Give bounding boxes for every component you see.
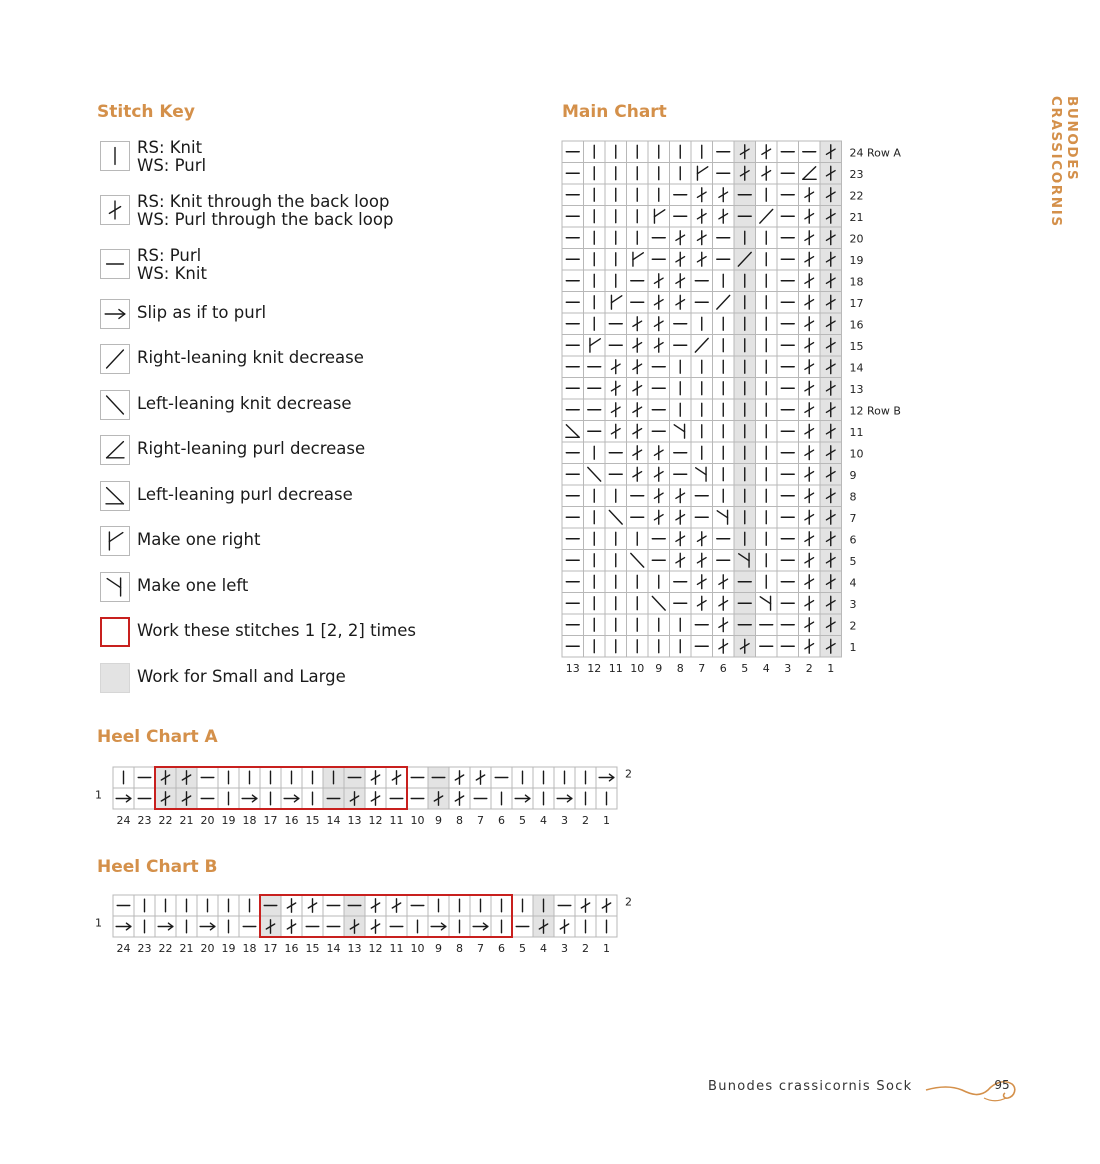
column-label: 12 (368, 814, 383, 827)
column-label: 10 (410, 814, 425, 827)
key-label: RS: Knit through the back loop (137, 192, 390, 211)
column-label: 6 (498, 814, 505, 827)
column-label: 4 (540, 814, 547, 827)
row-label: 7 (849, 511, 857, 525)
row-label: 2 (849, 619, 857, 633)
key-label: Right-leaning knit decrease (137, 348, 364, 367)
column-label: 2 (582, 814, 589, 827)
column-label: 21 (179, 814, 194, 827)
row-label: 3 (849, 597, 857, 611)
column-label: 12 (587, 662, 602, 675)
column-label: 23 (137, 814, 152, 827)
column-label: 1 (603, 814, 610, 827)
column-label: 21 (179, 942, 194, 955)
main-chart-title: Main Chart (562, 102, 667, 122)
key-label: Make one left (137, 576, 249, 595)
chart-cell (713, 507, 735, 529)
column-label: 4 (540, 942, 547, 955)
chart-cell (691, 464, 713, 486)
key-label: WS: Purl through the back loop (137, 210, 394, 229)
row-label: 9 (849, 468, 857, 482)
column-label: 19 (221, 942, 236, 955)
row-label: 19 (849, 253, 864, 267)
column-label: 17 (263, 814, 278, 827)
column-label: 10 (630, 662, 645, 675)
column-label: 9 (435, 814, 442, 827)
key-label: RS: Knit (137, 138, 203, 157)
column-label: 11 (389, 942, 404, 955)
column-label: 3 (784, 662, 792, 675)
column-label: 22 (158, 814, 173, 827)
column-label: 2 (582, 942, 589, 955)
column-label: 13 (347, 814, 362, 827)
column-label: 2 (805, 662, 813, 675)
row-label: 20 (849, 232, 864, 246)
row-label: 22 (849, 189, 864, 203)
row-label: 4 (849, 576, 857, 590)
column-label: 22 (158, 942, 173, 955)
column-label: 7 (698, 662, 706, 675)
column-label: 16 (284, 814, 299, 827)
column-label: 5 (519, 942, 526, 955)
footer-title: Bunodes crassicornis Sock (708, 1079, 913, 1094)
column-label: 6 (719, 662, 727, 675)
column-label: 13 (347, 942, 362, 955)
column-label: 15 (305, 942, 320, 955)
chart-cell (605, 292, 627, 314)
column-label: 7 (477, 814, 484, 827)
column-label: 18 (242, 942, 257, 955)
key-label: Right-leaning purl decrease (137, 439, 366, 458)
column-label: 5 (519, 814, 526, 827)
column-label: 18 (242, 814, 257, 827)
key-label: Make one right (137, 530, 261, 549)
row-label: 1 (849, 640, 857, 654)
key-label: Slip as if to purl (137, 303, 267, 322)
column-label: 3 (561, 942, 568, 955)
key-label: RS: Purl (137, 246, 202, 265)
page-number: 95 (994, 1078, 1010, 1092)
row-label: 5 (849, 554, 857, 568)
column-label: 23 (137, 942, 152, 955)
chart-cell (734, 550, 756, 572)
column-label: 13 (565, 662, 580, 675)
column-label: 5 (741, 662, 749, 675)
row-label: 2 (625, 895, 632, 909)
column-label: 6 (498, 942, 505, 955)
chart-cell (584, 335, 606, 357)
column-label: 8 (456, 814, 463, 827)
row-label: 11 (849, 425, 864, 439)
key-label: Left-leaning knit decrease (137, 394, 352, 413)
side-title: BUNODES CRASSICORNIS (1048, 96, 1080, 228)
key-label: Work for Small and Large (137, 667, 346, 686)
chart-cell (756, 593, 778, 615)
key-label: Work these stitches 1 [2, 2] times (137, 621, 416, 640)
column-label: 7 (477, 942, 484, 955)
column-label: 1 (827, 662, 835, 675)
column-label: 12 (368, 942, 383, 955)
column-label: 11 (389, 814, 404, 827)
main_chart-grid (562, 141, 901, 675)
key-label: WS: Purl (137, 156, 207, 175)
key-label: WS: Knit (137, 264, 207, 283)
row-label: 17 (849, 296, 864, 310)
column-label: 10 (410, 942, 425, 955)
column-label: 17 (263, 942, 278, 955)
column-label: 3 (561, 814, 568, 827)
row-label: 2 (625, 767, 632, 781)
row-label: 13 (849, 382, 864, 396)
column-label: 24 (116, 814, 131, 827)
column-label: 8 (456, 942, 463, 955)
column-label: 16 (284, 942, 299, 955)
chart-cell (648, 206, 670, 228)
row-label: 8 (849, 490, 857, 504)
row-label: 14 (849, 361, 864, 375)
row-label: 15 (849, 339, 864, 353)
column-label: 11 (608, 662, 623, 675)
column-label: 20 (200, 814, 215, 827)
column-label: 15 (305, 814, 320, 827)
column-label: 8 (676, 662, 684, 675)
column-label: 20 (200, 942, 215, 955)
heel-chart-b-title: Heel Chart B (97, 857, 218, 877)
heel_chart_a-grid (95, 767, 632, 827)
chart-cell (627, 249, 649, 271)
heel-chart-a-title: Heel Chart A (97, 727, 218, 747)
row-label: 21 (849, 210, 864, 224)
row-label: 12 Row B (849, 404, 901, 418)
row-label: 18 (849, 275, 864, 289)
column-label: 9 (655, 662, 663, 675)
row-label: 1 (95, 916, 102, 930)
row-label: 10 (849, 447, 864, 461)
row-label: 16 (849, 318, 864, 332)
column-label: 24 (116, 942, 131, 955)
row-label: 1 (95, 788, 102, 802)
row-label: 6 (849, 533, 857, 547)
column-label: 14 (326, 942, 341, 955)
heel_chart_b-grid (95, 895, 632, 955)
column-label: 19 (221, 814, 236, 827)
row-label: 24 Row A (849, 146, 901, 160)
chart-cell (691, 163, 713, 185)
column-label: 1 (603, 942, 610, 955)
column-label: 9 (435, 942, 442, 955)
row-label: 23 (849, 167, 864, 181)
stitch-key-title: Stitch Key (97, 102, 195, 122)
key-label: Left-leaning purl decrease (137, 485, 353, 504)
chart-cell (670, 421, 692, 443)
column-label: 14 (326, 814, 341, 827)
column-label: 4 (762, 662, 770, 675)
